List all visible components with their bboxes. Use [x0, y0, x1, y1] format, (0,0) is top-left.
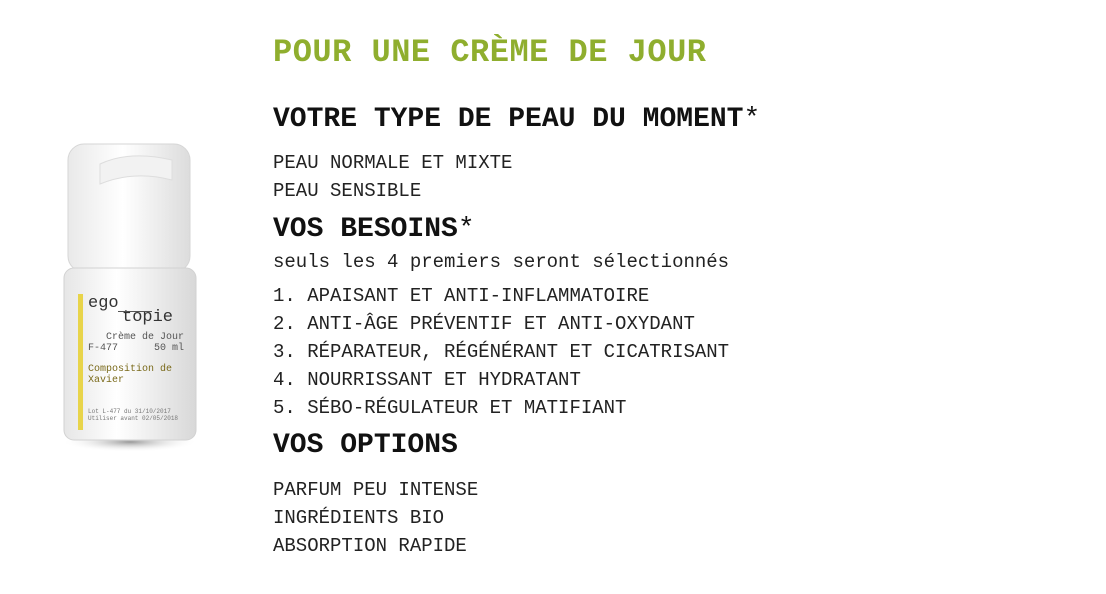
product-volume: 50 ml: [153, 343, 184, 354]
skin-type-item: PEAU SENSIBLE: [273, 180, 422, 202]
page-title: POUR UNE CRÈME DE JOUR: [273, 34, 707, 71]
brand-topie: topie: [122, 308, 174, 327]
brand-ego: ego: [88, 294, 119, 313]
skin-type-item: PEAU NORMALE ET MIXTE: [273, 152, 513, 174]
required-asterisk: *: [457, 214, 475, 245]
lot-number: Lot L-477 du 31/10/2017: [88, 408, 171, 415]
product-name: Crème de Jour: [105, 332, 184, 343]
options-heading: VOS OPTIONS: [273, 430, 458, 461]
skin-type-heading: [273, 104, 760, 135]
composition-line-1: Composition de: [88, 364, 173, 375]
product-image: [60, 140, 200, 460]
need-item: 4. NOURRISSANT ET HYDRATANT: [273, 369, 581, 391]
option-item: PARFUM PEU INTENSE: [273, 479, 479, 501]
product-ref: F-477: [88, 343, 119, 354]
option-item: INGRÉDIENTS BIO: [273, 507, 445, 529]
skin-type-heading-text: VOTRE TYPE DE PEAU DU MOMENT: [273, 104, 744, 135]
use-by-date: Utiliser avant 02/05/2018: [88, 415, 179, 422]
needs-note: seuls les 4 premiers seront sélectionnés: [273, 251, 730, 273]
composition-line-2: Xavier: [88, 375, 125, 386]
required-asterisk: *: [743, 104, 761, 135]
needs-heading-text: VOS BESOINS: [273, 214, 458, 245]
need-item: 5. SÉBO-RÉGULATEUR ET MATIFIANT: [273, 397, 627, 419]
option-item: ABSORPTION RAPIDE: [273, 535, 467, 557]
need-item: 2. ANTI-ÂGE PRÉVENTIF ET ANTI-OXYDANT: [273, 313, 695, 335]
brand-divider: [118, 311, 152, 312]
needs-heading: [273, 214, 475, 245]
need-item: 1. APAISANT ET ANTI-INFLAMMATOIRE: [273, 285, 650, 307]
need-item: 3. RÉPARATEUR, RÉGÉNÉRANT ET CICATRISANT: [273, 341, 730, 363]
